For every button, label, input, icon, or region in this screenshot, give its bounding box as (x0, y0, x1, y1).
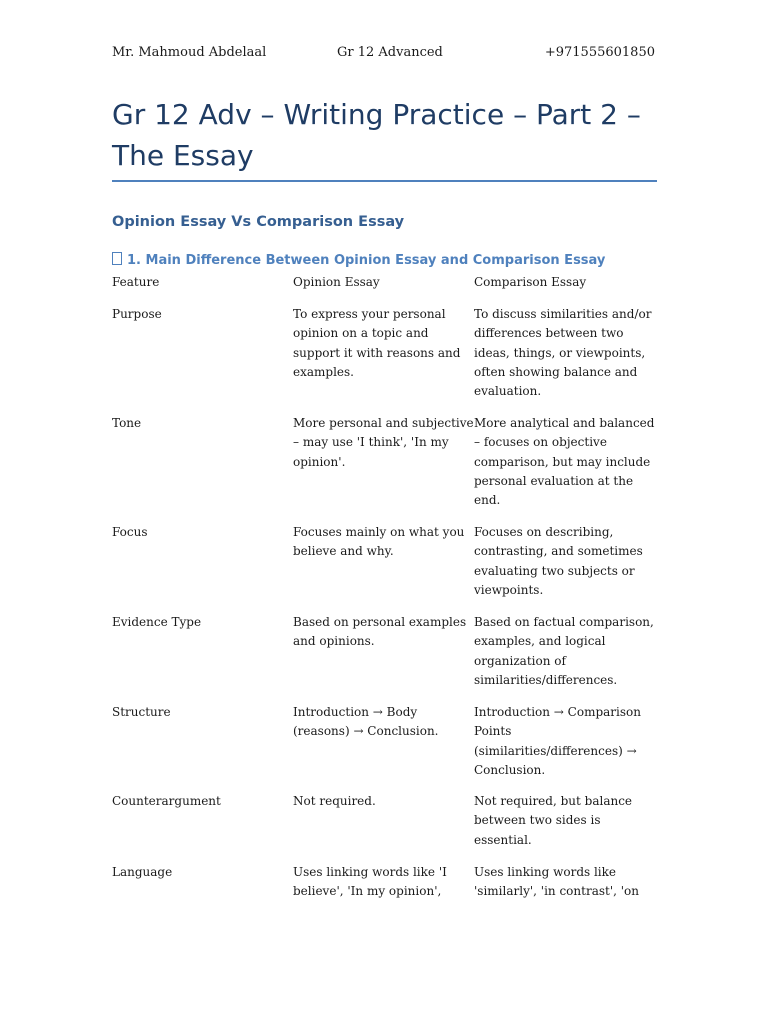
feature-cell: Structure (112, 705, 171, 719)
comparison-cell: Uses linking words like 'similarly', 'in contrast', 'on (474, 865, 640, 899)
table-header-row (112, 273, 660, 305)
opinion-cell: Focuses mainly on what you believe and why. (293, 525, 465, 559)
feature-cell: Tone (112, 416, 142, 430)
opinion-cell: Uses linking words like 'I believe', 'In my opinion', (293, 865, 447, 899)
header-cell-opinion: Opinion Essay (293, 275, 380, 289)
title-divider (112, 180, 657, 182)
header-cell-comparison: Comparison Essay (474, 275, 587, 289)
table-row (112, 414, 660, 523)
comparison-cell: Not required, but balance between two sides is essential. (474, 794, 633, 847)
table-row (112, 523, 660, 613)
feature-cell: Evidence Type (112, 615, 202, 629)
table-row (112, 792, 660, 863)
feature-cell: Language (112, 865, 173, 879)
opinion-cell: To express your personal opinion on a topic and support it with reasons and examples. (293, 307, 461, 379)
page-header (112, 45, 655, 67)
comparison-cell: Introduction → Comparison Points (similarities/differences) → Conclusion. (474, 705, 641, 777)
opinion-cell: Based on personal examples and opinions. (293, 615, 467, 649)
author-name: Mr. Mahmoud Abdelaal (112, 45, 267, 60)
comparison-table (112, 273, 660, 923)
opinion-cell: More personal and subjective – may use 'I think', 'In my opinion'. (293, 416, 474, 469)
table-row (112, 863, 660, 923)
table-row (112, 305, 660, 414)
document-title: Gr 12 Adv – Writing Practice – Part 2 – The Essay (112, 98, 641, 172)
feature-cell: Focus (112, 525, 148, 539)
comparison-cell: Based on factual comparison, examples, and logical organization of similarities/differences. (474, 615, 654, 687)
table-row (112, 703, 660, 792)
section-heading-text: 1. Main Difference Between Opinion Essay and Comparison Essay (127, 253, 606, 268)
feature-cell: Purpose (112, 307, 162, 321)
opinion-cell: Not required. (293, 794, 376, 808)
table-row (112, 613, 660, 703)
header-cell-feature: Feature (112, 275, 160, 289)
feature-cell: Counterargument (112, 794, 221, 808)
comparison-cell: To discuss similarities and/or differences between two ideas, things, or viewpoints, often showing balance and evaluation. (474, 307, 652, 399)
phone-number: +971555601850 (544, 45, 655, 60)
section-subtitle: Opinion Essay Vs Comparison Essay (112, 214, 405, 230)
comparison-cell: More analytical and balanced – focuses on objective comparison, but may include personal evaluation at the end. (474, 416, 655, 508)
missing-glyph-icon (112, 252, 122, 265)
course-name: Gr 12 Advanced (337, 45, 443, 60)
opinion-cell: Introduction → Body (reasons) → Conclusion. (293, 705, 439, 739)
section-heading (112, 252, 605, 268)
comparison-cell: Focuses on describing, contrasting, and sometimes evaluating two subjects or viewpoints. (474, 525, 643, 597)
